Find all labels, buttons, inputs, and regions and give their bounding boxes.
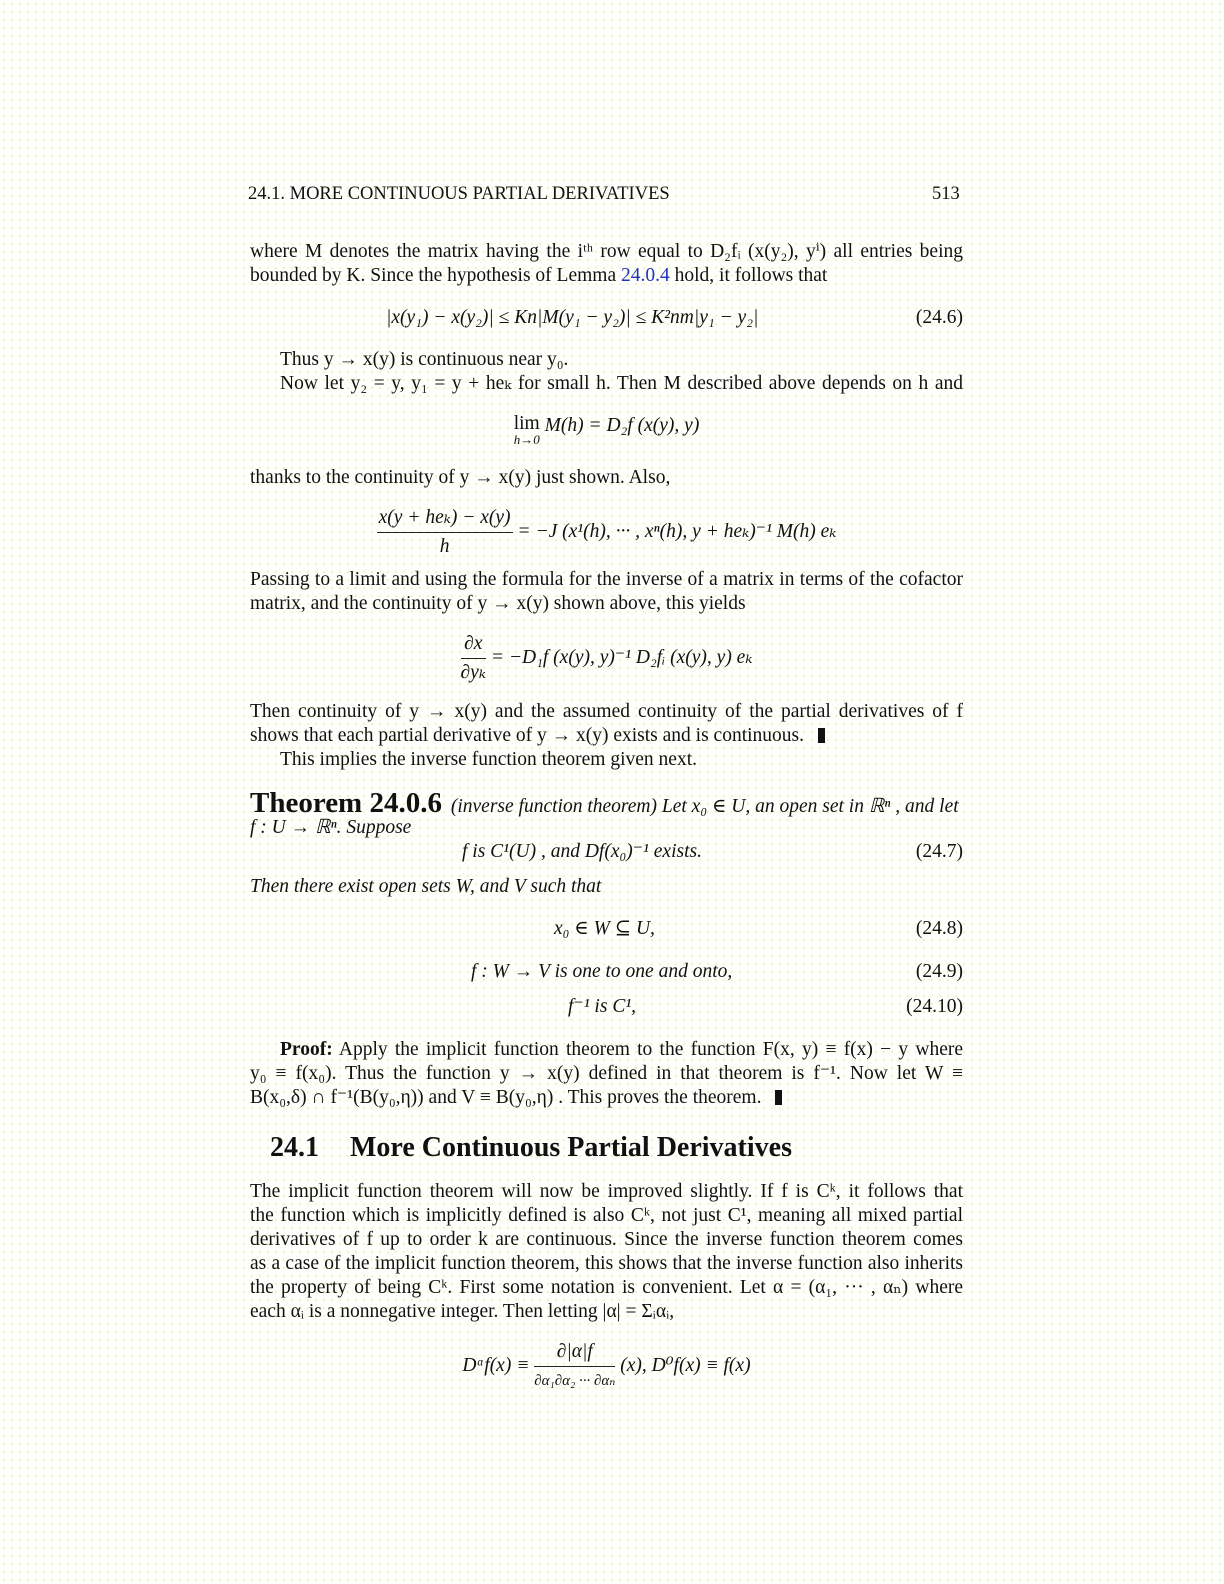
paragraph-line: The implicit function theorem will now be improved slightly. If f is Cᵏ, it follows that: [250, 1181, 963, 1202]
paragraph-line: Then continuity of y → x(y) and the assumed continuity of the partial derivatives of f: [250, 701, 963, 722]
limit-rhs: M(h) = D₂f (x(y), y): [544, 415, 700, 436]
fraction: [461, 632, 486, 685]
theorem-line: Then there exist open sets W, and V such that: [250, 876, 602, 897]
equation-partial-derivative: [250, 632, 963, 685]
paragraph-line: Now let y₂ = y, y₁ = y + heₖ for small h. Then M described above depends on h and: [280, 373, 963, 394]
denominator: h: [439, 536, 450, 557]
paragraph-line: [250, 724, 963, 748]
equation-number: (24.7): [915, 841, 963, 862]
paragraph-line: where M denotes the matrix having the iᵗʰ row equal to D₂fᵢ (x(y₂), yⁱ) all entries being: [250, 241, 963, 262]
equation-rhs: = −D₁f (x(y), y)⁻¹ D₂fᵢ (x(y), y) eₖ: [490, 646, 753, 668]
lemma-link[interactable]: 24.0.4: [620, 265, 670, 286]
qed-square-icon: [818, 728, 825, 743]
denominator: ∂α₁∂α₂ ··· ∂αₙ: [534, 1373, 616, 1389]
theorem-statement: (inverse function theorem) Let x₀ ∈ U, an open set in ℝⁿ , and let: [450, 796, 959, 817]
running-header-title: 24.1. MORE CONTINUOUS PARTIAL DERIVATIVES: [248, 184, 670, 204]
equation-number: (24.8): [915, 918, 963, 939]
equation-lhs: Dᵅf(x) ≡: [462, 1354, 530, 1376]
paragraph-line: derivatives of f up to order k are continuous. Since the inverse function theorem comes: [250, 1229, 963, 1250]
paragraph-line: the function which is implicitly defined is also Cᵏ, not just C¹, meaning all mixed partial: [250, 1205, 963, 1226]
equation-rhs: = −J (x¹(h), ··· , xⁿ(h), y + heₖ)⁻¹ M(h) eₖ: [517, 520, 837, 542]
numerator: x(y + heₖ) − x(y): [377, 506, 513, 533]
text-fragment: hold, it follows that: [669, 265, 828, 286]
paragraph-line: Passing to a limit and using the formula for the inverse of a matrix in terms of the cofactor: [250, 569, 963, 590]
equation-multi-index: [250, 1340, 963, 1393]
numerator: ∂x: [461, 632, 486, 659]
equation-limit: [250, 414, 963, 446]
paragraph-line: Thus y → x(y) is continuous near y₀.: [280, 349, 569, 370]
text-fragment: Apply the implicit function theorem to the function F(x, y) ≡ f(x) − y where: [332, 1039, 963, 1060]
denominator: ∂yₖ: [460, 662, 486, 683]
text-fragment: shows that each partial derivative of y → x(y) exists and is continuous.: [250, 725, 804, 746]
theorem-line: f : U → ℝⁿ. Suppose: [250, 817, 412, 838]
paragraph-line: [250, 264, 963, 288]
proof-line: y₀ ≡ f(x₀). Thus the function y → x(y) defined in that theorem is f⁻¹. Now let W ≡: [250, 1063, 963, 1084]
lim-label: lim: [513, 413, 540, 434]
equation-difference-quotient: [250, 506, 963, 559]
equation-formula: |x(y₁) − x(y₂)| ≤ Kn|M(y₁ − y₂)| ≤ K²nm|y₁ − y₂|: [386, 307, 759, 328]
proof-label: Proof:: [280, 1039, 333, 1060]
paragraph-line: each αᵢ is a nonnegative integer. Then letting |α| = Σᵢαᵢ,: [250, 1301, 675, 1322]
proof-line: [250, 1038, 963, 1062]
equation-formula: f is C¹(U) , and Df(x₀)⁻¹ exists.: [462, 841, 702, 862]
equation-formula: f⁻¹ is C¹,: [568, 996, 637, 1017]
equation-number: (24.6): [915, 307, 963, 328]
paragraph-line: thanks to the continuity of y → x(y) just shown. Also,: [250, 467, 671, 488]
equation-number: (24.9): [915, 961, 963, 982]
proof-line: [250, 1086, 963, 1110]
text-fragment: bounded by K. Since the hypothesis of Lemma: [250, 265, 621, 286]
equation-rhs: (x), D⁰f(x) ≡ f(x): [620, 1354, 751, 1376]
paragraph-line: This implies the inverse function theorem given next.: [280, 749, 697, 770]
paragraph-line: the property of being Cᵏ. First some notation is convenient. Let α = (α₁, ··· , αₙ) where: [250, 1277, 963, 1298]
paragraph-line: matrix, and the continuity of y → x(y) shown above, this yields: [250, 593, 746, 614]
page-number: 513: [932, 184, 960, 204]
section-number: 24.1: [270, 1132, 319, 1163]
limit-operator: [514, 414, 540, 446]
qed-square-icon: [775, 1090, 782, 1105]
numerator: ∂|α|f: [534, 1340, 615, 1367]
equation-number: (24.10): [906, 996, 963, 1017]
text-fragment: B(x₀,δ) ∩ f⁻¹(B(y₀,η)) and V ≡ B(y₀,η) . This proves the theorem.: [250, 1087, 762, 1108]
equation-formula: x₀ ∈ W ⊆ U,: [554, 918, 655, 939]
theorem-title: Theorem 24.0.6: [250, 787, 442, 819]
section-title: More Continuous Partial Derivatives: [350, 1132, 792, 1163]
fraction: [377, 506, 513, 559]
fraction: [534, 1340, 615, 1393]
section-heading: [270, 1132, 792, 1164]
equation-formula: f : W → V is one to one and onto,: [471, 961, 733, 982]
paragraph-line: as a case of the implicit function theorem, this shows that the inverse function also inherits: [250, 1253, 963, 1274]
lim-subscript: h→0: [513, 432, 540, 447]
